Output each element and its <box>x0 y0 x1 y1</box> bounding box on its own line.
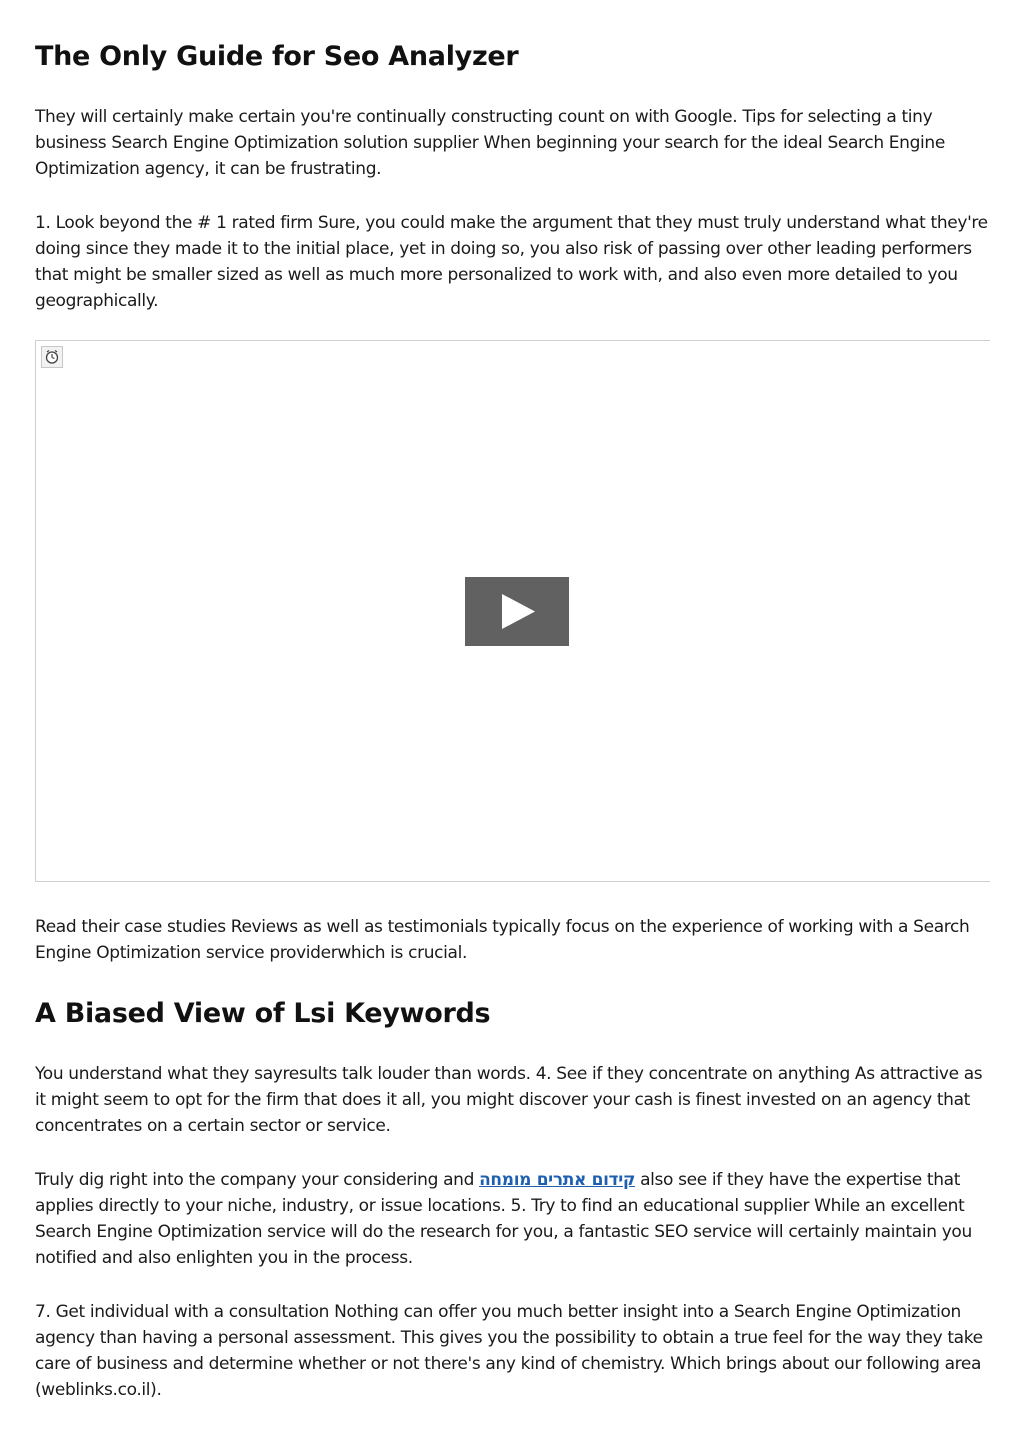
paragraph-intro: They will certainly make certain you're continually constructing count on with Google. Tips for selecting a tiny business Search Engine Optimization solution supplier When beginning your search for the ideal Search Engine Optimization agency, it can be frustrating. <box>35 107 945 179</box>
paragraph-company-text-after: also see if they have the expertise that applies directly to your niche, industry, or issue locations. 5. Try to find an educational supplier While an excellent Search Engine Optimization service will do the research for you, a fantastic SEO service will certainly maintain you notified and also enlighten you in the process. <box>35 1170 972 1268</box>
paragraph-consultation: 7. Get individual with a consultation Nothing can offer you much better insight into a Search Engine Optimization agency than having a personal assessment. This gives you the possibility to obtain a true feel for the way they take care of business and determine whether or not there's any kind of chemistry. Which brings about our following area (weblinks.co.il). <box>35 1302 983 1400</box>
seo-expert-link[interactable]: קידום אתרים מומחה <box>479 1170 636 1190</box>
paragraph-company-text-before: Truly dig right into the company your considering and <box>35 1170 480 1190</box>
play-button[interactable] <box>465 577 569 646</box>
paragraph-tip-1: 1. Look beyond the # 1 rated firm Sure, you could make the argument that they must truly understand what they're doing since they made it to the initial place, yet in doing so, you also risk of passing over other leading performers that might be smaller sized as well as much more personalized to work with, and also even more detailed to you geographically. <box>35 213 988 311</box>
paragraph-case-studies: Read their case studies Reviews as well as testimonials typically focus on the experience of working with a Search Engine Optimization service providerwhich is crucial. <box>35 917 970 963</box>
play-icon <box>465 577 569 646</box>
paragraph-company <box>35 1167 995 1271</box>
clock-icon <box>41 346 63 368</box>
section-heading: A Biased View of Lsi Keywords <box>35 998 491 1029</box>
page-title: The Only Guide for Seo Analyzer <box>35 41 519 72</box>
paragraph-results: You understand what they sayresults talk louder than words. 4. See if they concentrate on anything As attractive as it might seem to opt for the firm that does it all, you might discover your cash is finest invested on an agency that concentrates on a certain sector or service. <box>35 1064 983 1136</box>
video-player[interactable] <box>35 340 990 882</box>
